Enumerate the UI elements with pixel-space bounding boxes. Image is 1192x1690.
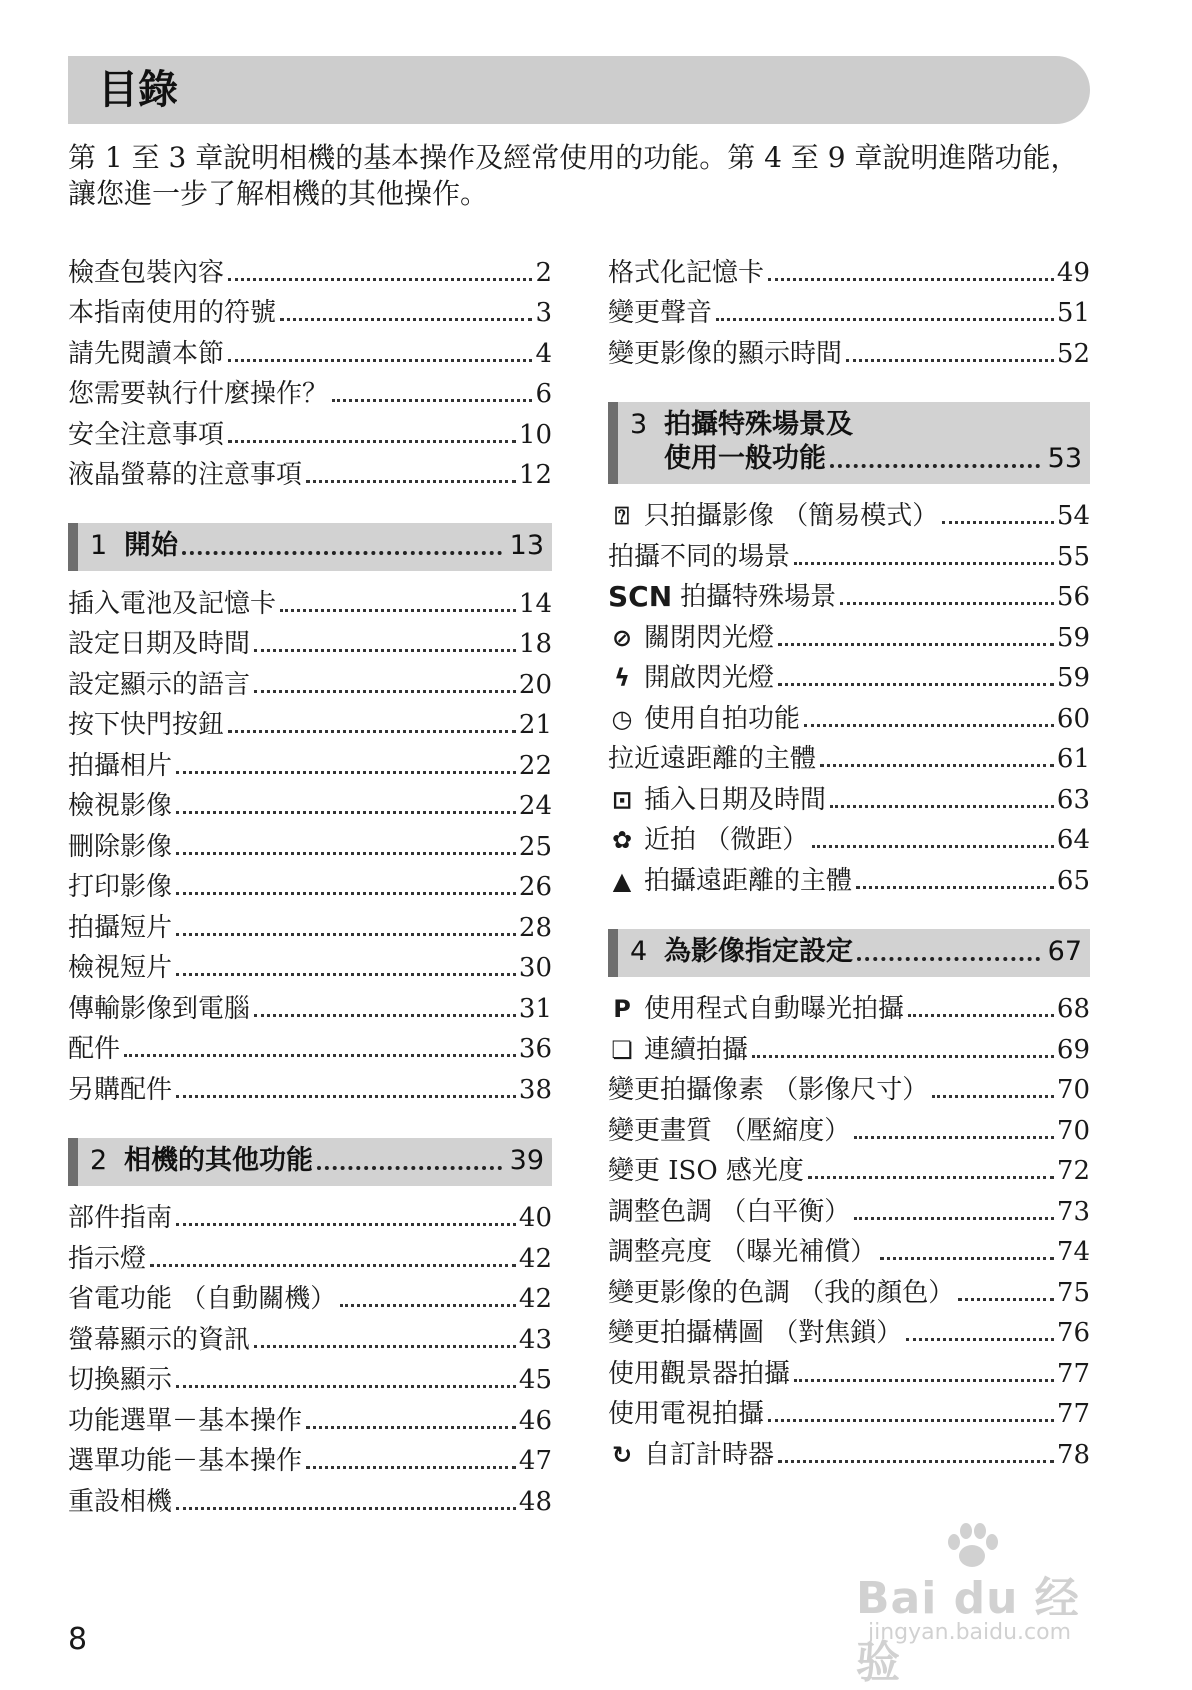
toc-entry[interactable] xyxy=(68,984,552,1025)
entry-label: 您需要執行什麼操作？ xyxy=(68,379,329,409)
entry-page: 10 xyxy=(518,419,552,450)
toc-entry[interactable] xyxy=(608,1268,1090,1309)
toc-entry[interactable] xyxy=(68,822,552,863)
entry-label: 設定日期及時間 xyxy=(68,629,251,659)
toc-entry[interactable] xyxy=(68,451,552,492)
toc-entry[interactable] xyxy=(68,1396,552,1437)
toc-entry[interactable] xyxy=(68,329,552,370)
leader-dots xyxy=(228,440,516,443)
page-title: 目錄 xyxy=(98,67,178,113)
chapter-4-list xyxy=(608,985,1090,1471)
toc-entry[interactable] xyxy=(68,1315,552,1356)
entry-label: 拍攝不同的場景 xyxy=(608,541,791,572)
toc-entry[interactable] xyxy=(608,694,1090,735)
chapter-page: 53 xyxy=(1047,442,1082,474)
entry-page: 14 xyxy=(518,588,552,619)
entry-page: 46 xyxy=(518,1405,552,1436)
entry-page: 49 xyxy=(1056,257,1090,288)
entry-page: 2 xyxy=(535,257,552,288)
chapter-number: 1 xyxy=(90,530,108,561)
leader-dots xyxy=(906,1338,1054,1341)
toc-entry[interactable] xyxy=(68,410,552,451)
entry-page: 47 xyxy=(518,1446,552,1476)
program-ae-icon: P xyxy=(613,995,631,1023)
entry-label: 變更影像的顯示時間 xyxy=(608,338,843,369)
entry-page: 42 xyxy=(518,1243,552,1274)
page-number: 8 xyxy=(68,1622,88,1657)
toc-entry[interactable] xyxy=(608,1066,1090,1107)
leader-dots xyxy=(812,845,1054,848)
entry-page: 73 xyxy=(1056,1196,1090,1227)
leader-dots xyxy=(176,771,516,774)
entry-label: 變更拍攝像素 （影像尺寸） xyxy=(608,1075,929,1105)
leader-dots xyxy=(176,933,516,936)
toc-entry[interactable] xyxy=(608,816,1090,857)
entry-label: 打印影像 xyxy=(68,872,173,902)
entry-page: 3 xyxy=(535,298,552,328)
self-timer-icon: ◷ xyxy=(611,704,633,733)
watermark-brand: Bai du 经验 xyxy=(856,1573,1080,1688)
leader-dots xyxy=(228,359,532,362)
date-stamp-icon: ⊡ xyxy=(611,785,633,814)
chapter-1-heading[interactable] xyxy=(68,523,552,571)
entry-label: 拍攝短片 xyxy=(68,912,173,943)
entry-page: 59 xyxy=(1056,622,1090,653)
toc-entry[interactable] xyxy=(608,1430,1090,1471)
toc-entry[interactable] xyxy=(68,1065,552,1106)
toc-entry[interactable] xyxy=(608,573,1090,614)
entry-page: 68 xyxy=(1056,994,1090,1024)
leader-dots xyxy=(857,957,1040,961)
chapter-page: 13 xyxy=(509,530,544,561)
entry-page: 22 xyxy=(518,750,552,781)
entry-page: 63 xyxy=(1056,784,1090,815)
chapter-3-heading[interactable] xyxy=(608,402,1090,484)
toc-entry[interactable] xyxy=(68,863,552,904)
entry-page: 55 xyxy=(1056,541,1090,572)
leader-dots xyxy=(182,551,502,555)
entry-label: 拍攝特殊場景 xyxy=(680,582,837,612)
toc-entry[interactable] xyxy=(68,620,552,661)
leader-dots xyxy=(794,562,1054,565)
leader-dots xyxy=(254,1014,516,1017)
entry-label: 使用自拍功能 xyxy=(644,703,801,734)
entry-page: 61 xyxy=(1056,744,1090,774)
leader-dots xyxy=(778,643,1054,646)
toc-entry[interactable] xyxy=(68,701,552,742)
toc-entry[interactable] xyxy=(608,1309,1090,1350)
entry-page: 26 xyxy=(518,872,552,902)
entry-label: 使用觀景器拍攝 xyxy=(608,1358,791,1389)
leader-dots xyxy=(716,318,1054,321)
leader-dots xyxy=(176,1507,516,1510)
entry-page: 51 xyxy=(1056,298,1090,328)
entry-page: 56 xyxy=(1056,582,1090,612)
leader-dots xyxy=(176,1385,516,1388)
entry-label: 格式化記憶卡 xyxy=(608,257,765,288)
entry-page: 74 xyxy=(1056,1237,1090,1267)
toc-entry[interactable] xyxy=(68,903,552,944)
entry-label: 連續拍攝 xyxy=(644,1034,749,1065)
entry-label: 螢幕顯示的資訊 xyxy=(68,1324,251,1355)
toc-entry[interactable] xyxy=(608,248,1090,289)
entry-label: 省電功能 （自動關機） xyxy=(68,1284,337,1314)
leader-dots xyxy=(908,1014,1054,1017)
entry-label: 檢視影像 xyxy=(68,791,173,821)
entry-page: 78 xyxy=(1056,1439,1090,1470)
chapter-number: 2 xyxy=(90,1144,108,1176)
entry-page: 54 xyxy=(1056,501,1090,531)
toc-entry[interactable] xyxy=(608,532,1090,573)
leader-dots xyxy=(332,399,532,402)
chapter-title-line-2: 使用一般功能 xyxy=(664,442,826,474)
toc-entry[interactable] xyxy=(608,1025,1090,1066)
entry-page: 12 xyxy=(518,460,552,490)
entry-label: 配件 xyxy=(68,1034,121,1064)
chapter-title: 為影像指定設定 xyxy=(664,935,853,967)
toc-right-column xyxy=(608,248,1090,1471)
chapter-3-list xyxy=(608,492,1090,897)
entry-label: 使用程式自動曝光拍攝 xyxy=(644,994,905,1024)
leader-dots xyxy=(176,892,516,895)
leader-dots xyxy=(958,1298,1054,1301)
toc-entry[interactable] xyxy=(68,741,552,782)
leader-dots xyxy=(820,764,1054,767)
leader-dots xyxy=(228,278,532,281)
entry-page: 25 xyxy=(518,831,552,862)
leader-dots xyxy=(306,1466,516,1469)
leader-dots xyxy=(768,1419,1054,1422)
leader-dots xyxy=(306,480,516,483)
leader-dots xyxy=(932,1095,1054,1098)
entry-page: 70 xyxy=(1056,1115,1090,1146)
toc-left-column xyxy=(68,248,552,1518)
leader-dots xyxy=(124,1054,516,1057)
toc-entry[interactable] xyxy=(608,1187,1090,1228)
entry-label: 插入電池及記憶卡 xyxy=(68,588,277,619)
entry-label: 自訂計時器 xyxy=(644,1439,775,1470)
toc-entry[interactable] xyxy=(68,1025,552,1066)
toc-entry[interactable] xyxy=(608,856,1090,897)
chapter-4-heading[interactable] xyxy=(608,929,1090,977)
entry-label: 重設相機 xyxy=(68,1486,173,1517)
baidu-watermark xyxy=(856,1522,1116,1688)
leader-dots xyxy=(176,1223,516,1226)
leader-dots xyxy=(840,602,1054,605)
toc-entry[interactable] xyxy=(68,1356,552,1397)
entry-label: 變更影像的色調 （我的顏色） xyxy=(608,1277,955,1308)
toc-entry[interactable] xyxy=(608,613,1090,654)
flash-on-icon: ϟ xyxy=(614,664,630,692)
leader-dots xyxy=(778,683,1054,686)
leader-dots xyxy=(794,1379,1054,1382)
chapter-number: 3 xyxy=(630,408,648,440)
entry-label: 拍攝相片 xyxy=(68,750,173,781)
entry-page: 69 xyxy=(1056,1034,1090,1065)
chapter-1-list xyxy=(68,579,552,1106)
toc-entry[interactable] xyxy=(68,248,552,289)
flash-off-icon: ⊘ xyxy=(611,623,633,652)
chapter-number: 4 xyxy=(630,935,648,967)
entry-label: 關閉閃光燈 xyxy=(644,622,775,653)
entry-page: 64 xyxy=(1056,825,1090,855)
entry-label: 只拍攝影像 （簡易模式） xyxy=(644,501,939,531)
watermark-url: jingyan.baidu.com xyxy=(868,1620,1072,1645)
toc-entry[interactable] xyxy=(68,1194,552,1235)
entry-page: 20 xyxy=(518,669,552,700)
entry-page: 28 xyxy=(518,912,552,943)
toc-entry[interactable] xyxy=(68,1234,552,1275)
leader-dots xyxy=(176,811,516,814)
entry-label: 檢查包裝內容 xyxy=(68,257,225,288)
toc-entry[interactable] xyxy=(608,1228,1090,1269)
toc-entry[interactable] xyxy=(608,735,1090,776)
chapter-page: 39 xyxy=(509,1144,544,1176)
chapter-title-line-1: 拍攝特殊場景及 xyxy=(664,408,853,440)
chapter-title: 開始 xyxy=(124,530,178,561)
toc-entry[interactable] xyxy=(68,370,552,411)
leader-dots xyxy=(942,521,1054,524)
toc-entry[interactable] xyxy=(68,660,552,701)
entry-label: 請先閱讀本節 xyxy=(68,338,225,369)
entry-page: 76 xyxy=(1056,1318,1090,1348)
entry-page: 40 xyxy=(518,1203,552,1233)
entry-page: 38 xyxy=(518,1074,552,1105)
leader-dots xyxy=(254,1345,516,1348)
front-matter-list xyxy=(68,248,552,491)
toc-entry[interactable] xyxy=(608,492,1090,533)
entry-page: 75 xyxy=(1056,1277,1090,1308)
title-bar xyxy=(68,56,1090,124)
entry-label: 調整色調 （白平衡） xyxy=(608,1196,851,1227)
chapter-page: 67 xyxy=(1047,935,1082,967)
toc-entry[interactable] xyxy=(68,944,552,985)
entry-label: 指示燈 xyxy=(68,1243,147,1274)
toc-entry[interactable] xyxy=(608,1147,1090,1188)
entry-label: 另購配件 xyxy=(68,1074,173,1105)
leader-dots xyxy=(804,724,1054,727)
leader-dots xyxy=(752,1055,1054,1058)
leader-dots xyxy=(808,1176,1054,1179)
entry-label: 使用電視拍攝 xyxy=(608,1399,765,1429)
entry-label: 本指南使用的符號 xyxy=(68,298,277,328)
entry-label: 變更拍攝構圖 （對焦鎖） xyxy=(608,1318,903,1348)
leader-dots xyxy=(280,318,532,321)
toc-entry[interactable] xyxy=(608,775,1090,816)
entry-page: 52 xyxy=(1056,338,1090,369)
entry-label: 插入日期及時間 xyxy=(644,784,827,815)
continuous-shooting-icon: ❏ xyxy=(611,1035,633,1064)
entry-page: 36 xyxy=(518,1034,552,1064)
toc-entry[interactable] xyxy=(608,289,1090,330)
leader-dots xyxy=(854,1136,1054,1139)
entry-page: 43 xyxy=(518,1324,552,1355)
custom-timer-icon: ↻ xyxy=(611,1440,633,1469)
entry-label: 拍攝遠距離的主體 xyxy=(644,865,853,896)
entry-page: 24 xyxy=(518,791,552,821)
infinity-mode-icon: ▲ xyxy=(612,866,632,895)
entry-label: 近拍 （微距） xyxy=(644,825,809,855)
toc-entry[interactable] xyxy=(608,654,1090,695)
toc-entry[interactable] xyxy=(608,1106,1090,1147)
entry-label: 刪除影像 xyxy=(68,831,173,862)
toc-entry[interactable] xyxy=(68,1437,552,1478)
toc-entry[interactable] xyxy=(68,1275,552,1316)
entry-label: 安全注意事項 xyxy=(68,419,225,450)
toc-entry[interactable] xyxy=(608,1349,1090,1390)
leader-dots xyxy=(176,852,516,855)
entry-page: 31 xyxy=(518,993,552,1024)
entry-label: 變更畫質 （壓縮度） xyxy=(608,1115,851,1146)
leader-dots xyxy=(254,690,516,693)
toc-entry[interactable] xyxy=(68,289,552,330)
entry-page: 30 xyxy=(518,953,552,983)
leader-dots xyxy=(306,1426,516,1429)
entry-label: 設定顯示的語言 xyxy=(68,669,251,700)
entry-page: 42 xyxy=(518,1284,552,1314)
leader-dots xyxy=(880,1257,1054,1260)
toc-entry[interactable] xyxy=(68,579,552,620)
entry-page: 77 xyxy=(1056,1358,1090,1389)
entry-label: 切換顯示 xyxy=(68,1365,173,1395)
macro-icon: ✿ xyxy=(611,826,633,854)
entry-page: 4 xyxy=(535,338,552,369)
leader-dots xyxy=(856,886,1054,889)
leader-dots xyxy=(176,973,516,976)
entry-page: 18 xyxy=(518,629,552,659)
entry-label: 液晶螢幕的注意事項 xyxy=(68,460,303,490)
entry-label: 變更聲音 xyxy=(608,298,713,328)
entry-page: 72 xyxy=(1056,1156,1090,1186)
entry-page: 45 xyxy=(518,1365,552,1395)
entry-page: 48 xyxy=(518,1486,552,1517)
entry-page: 59 xyxy=(1056,663,1090,693)
entry-label: 功能選單－基本操作 xyxy=(68,1405,303,1436)
leader-dots xyxy=(340,1304,516,1307)
entry-label: 部件指南 xyxy=(68,1203,173,1233)
entry-label: 選單功能－基本操作 xyxy=(68,1446,303,1476)
leader-dots xyxy=(254,649,516,652)
entry-label: 檢視短片 xyxy=(68,953,173,983)
toc-entry[interactable] xyxy=(68,1477,552,1518)
chapter-2-heading[interactable] xyxy=(68,1138,552,1186)
entry-page: 21 xyxy=(518,710,552,740)
intro-text: 第 1 至 3 章說明相機的基本操作及經常使用的功能。第 4 至 9 章說明進階功能，讓您進一步了解相機的其他操作。 xyxy=(68,141,1079,210)
toc-entry[interactable] xyxy=(608,1390,1090,1431)
toc-entry[interactable] xyxy=(608,985,1090,1026)
leader-dots xyxy=(830,464,1040,468)
entry-page: 70 xyxy=(1056,1075,1090,1105)
easy-mode-icon: ⍰ xyxy=(614,502,630,530)
leader-dots xyxy=(228,730,516,733)
entry-label: 變更 ISO 感光度 xyxy=(608,1156,804,1186)
entry-page: 6 xyxy=(535,379,552,409)
chapter-title: 相機的其他功能 xyxy=(124,1144,313,1176)
entry-label: 傳輸影像到電腦 xyxy=(68,993,251,1024)
leader-dots xyxy=(150,1264,516,1267)
chapter-2-list xyxy=(68,1194,552,1518)
leader-dots xyxy=(778,1460,1054,1463)
leader-dots xyxy=(280,609,516,612)
entry-label: 調整亮度 （曝光補償） xyxy=(608,1237,877,1267)
leader-dots xyxy=(176,1095,516,1098)
entry-page: 77 xyxy=(1056,1399,1090,1429)
leader-dots xyxy=(846,359,1054,362)
leader-dots xyxy=(317,1166,502,1170)
toc-entry[interactable] xyxy=(68,782,552,823)
chapter-2-continued-list xyxy=(608,248,1090,370)
leader-dots xyxy=(830,805,1054,808)
entry-page: 60 xyxy=(1056,703,1090,734)
entry-label: 按下快門按鈕 xyxy=(68,710,225,740)
toc-entry[interactable] xyxy=(608,329,1090,370)
entry-label: 拉近遠距離的主體 xyxy=(608,744,817,774)
scene-mode-icon: SCN xyxy=(608,580,673,613)
entry-label: 開啟閃光燈 xyxy=(644,663,775,693)
entry-page: 65 xyxy=(1056,865,1090,896)
leader-dots xyxy=(854,1217,1054,1220)
leader-dots xyxy=(768,278,1054,281)
